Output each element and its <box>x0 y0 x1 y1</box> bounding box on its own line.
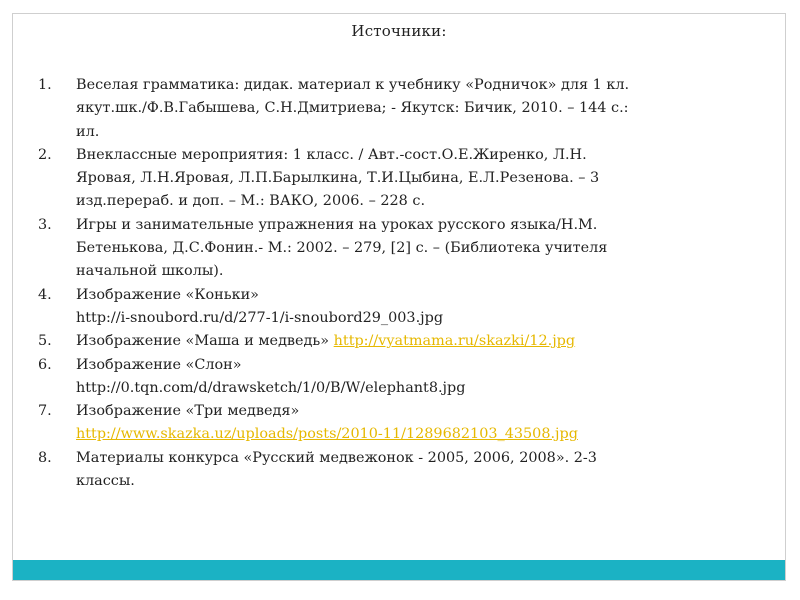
item-number: 2. <box>38 146 52 163</box>
source-item-2 <box>38 144 758 214</box>
source-item-1 <box>38 74 758 144</box>
source-item-3 <box>38 214 758 284</box>
source-item-7 <box>38 400 758 447</box>
item-url-text: http://0.tqn.com/d/drawsketch/1/0/B/W/elephant8.jpg <box>76 379 466 396</box>
source-link[interactable]: http://www.skazka.uz/uploads/posts/2010-11/1289682103_43508.jpg <box>76 426 578 443</box>
slide-title: Источники: <box>351 22 447 40</box>
item-text-line: Игры и занимательные упражнения на уроках русского языка/Н.М. <box>76 216 598 233</box>
item-text-line: Яровая, Л.Н.Яровая, Л.П.Барылкина, Т.И.Цыбина, Е.Л.Резенова. – 3 <box>76 170 600 187</box>
source-item-4 <box>38 284 758 331</box>
item-text-line: якут.шк./Ф.В.Габышева, С.Н.Дмитриева; - Якутск: Бичик, 2010. – 144 с.: <box>76 100 629 117</box>
item-text-line <box>76 423 758 446</box>
item-text-line: изд.перераб. и доп. – М.: ВАКО, 2006. – 228 с. <box>76 193 426 210</box>
item-number: 5. <box>38 333 52 350</box>
item-text-line: Изображение «Три медведя» <box>76 403 300 420</box>
bottom-accent-bar <box>13 560 785 580</box>
source-item-5 <box>38 330 758 353</box>
item-url-text: http://i-snoubord.ru/d/277-1/i-snoubord29_003.jpg <box>76 309 444 326</box>
item-number: 6. <box>38 356 52 373</box>
item-number: 1. <box>38 77 52 93</box>
item-number: 4. <box>38 286 52 303</box>
item-text-line: Материалы конкурса «Русский медвежонок - 2005, 2006, 2008». 2-3 <box>76 449 597 466</box>
item-text-line <box>76 330 758 353</box>
source-item-6 <box>38 354 758 401</box>
item-text: Изображение «Маша и медведь» <box>76 333 334 350</box>
item-text-line: Изображение «Слон» <box>76 356 242 373</box>
source-link[interactable]: http://vyatmama.ru/skazki/12.jpg <box>333 333 576 350</box>
item-text-line: Бетенькова, Д.С.Фонин.- М.: 2002. – 279, [2] с. – (Библиотека учителя <box>76 240 608 257</box>
item-text-line: Внеклассные мероприятия: 1 класс. / Авт.-сост.О.Е.Жиренко, Л.Н. <box>76 146 587 163</box>
item-number: 7. <box>38 403 52 420</box>
slide <box>12 13 786 581</box>
item-text-line: Веселая грамматика: дидак. материал к учебнику «Родничок» для 1 кл. <box>76 77 630 93</box>
item-number: 3. <box>38 216 52 233</box>
item-text-line: Изображение «Коньки» <box>76 286 259 303</box>
source-item-8 <box>38 447 758 494</box>
item-number: 8. <box>38 449 52 466</box>
item-text-line: начальной школы). <box>76 263 224 280</box>
item-text-line: классы. <box>76 473 135 490</box>
item-text-line: ил. <box>76 123 100 140</box>
sources-list <box>38 74 758 493</box>
